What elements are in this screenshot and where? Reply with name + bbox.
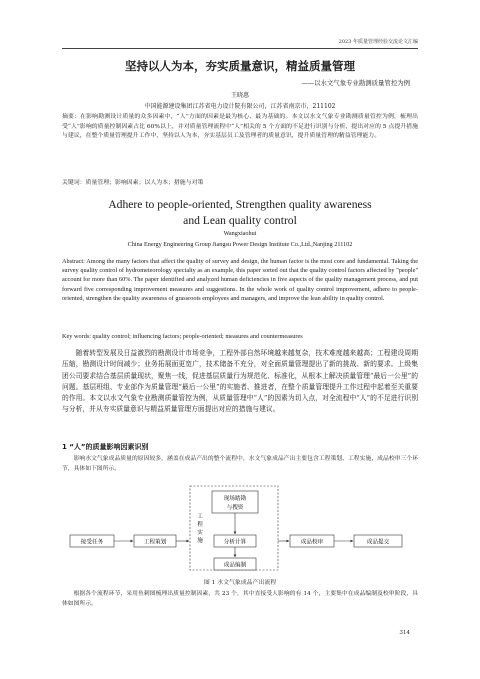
flow-diagram [62, 478, 418, 576]
engineering-planning-label: 工程策划 [143, 539, 167, 546]
header-rule [62, 48, 418, 49]
engineering-implementation-char-3: 实 [197, 530, 203, 536]
english-title-line-2: and Lean quality control [183, 214, 297, 227]
section-1-paragraph-1: 影响水文气象成品质量的原因较多，涵盖在成品产出的整个流程中，水文气象成品产出主要包含工程策划、工程实施、成品校审三个环节，具体如下图所示。 [62, 456, 418, 472]
intro-paragraph: 随着转型发展及日益激烈的勘测设计市场竞争，工程外部自然环境越来越复杂，技术难度越来越高；工程建设周期压缩，勘测设计时间减少；业务拓展面更宽广，技术储备不充分，对全面质量管理提出了新的挑战、新的要求。上级集团公司要求结合基层质量现状，聚焦一线，促进基层质量行为规范化、标准化，从根本上解决质量管理“最后一公里”的问题。基层班组、专业部作为质量管理“最后一公里”的实施者、推进者，在整个质量管理提升工作过程中起着至关重要的作用。本文以水文气象专业勘测质量管控为例，从质量管理中“人”的因素为切入点，对全流程中“人”的不足进行识别与分析，并从夯实质量意识与精益质量管理方面提出对应的措施与建议。 [62, 349, 418, 414]
page-number: 314 [399, 630, 410, 636]
site-survey-label-line-1: 现场踏勘 [223, 496, 247, 502]
section-1-heading: 1 “人”的质量影响因素识别 [62, 443, 149, 451]
chinese-author: 王晓惠 [230, 92, 249, 99]
chinese-title: 坚持以人为本，夯实质量意识，精益质量管理 [125, 59, 355, 73]
english-keywords: Key words: quality control; influencing factors; people-oriented; measures and countermeasures [62, 333, 303, 340]
english-abstract: Abstract: Among the many factors that affect the quality of survey and design, the human factor is the most core and fundamental. Taking the survey quality control of hydrometeorology specialty as an example, this paper sorted out that the quality control factors affected by "people" account for more than 60%. The paper identified and analyzed human deficiencies in five aspects of the quality management process, and put forward five corresponding improvement measures and suggestions. In the whole work of quality control improvement, adhere to people-oriented, strengthen the quality awareness of grassroots employees and managers, and improve the lean ability in quality control. [62, 258, 418, 302]
engineering-implementation-char-2: 程 [197, 522, 203, 528]
site-survey-label-line-2: 与搜资 [226, 505, 244, 511]
product-review-label: 成品校审 [300, 539, 324, 546]
product-compilation-label: 成品编制 [223, 562, 247, 569]
chinese-keywords: 关键词：质量管理；影响因素；以人为本；措施与对策 [62, 180, 204, 186]
chinese-abstract: 摘要：在影响勘测设计质量的众多因素中，“人”方面的因素是最为核心、最为基础的。本文以水文气象专业勘测质量管控为例，梳理出受“人”影响的质量控制因素占比 60%以上，并对质量管理流程中“人”相关的 5 个方面的不足进行识别与分析，提出对应的 5 点提升措施与建议，在整个质量管理提升工作中，坚持以人为本，夯实基层员工及管理者的质量意识，提升质量管理的精益管理能力。 [62, 114, 418, 140]
running-head: 2023 年质量管理经验交流论文汇编 [338, 39, 418, 45]
english-affiliation: China Energy Engineering Group Jiangsu Power Design Institute Co.,Ltd.,Nanjing 211102 [127, 241, 353, 248]
chinese-affiliation: 中国能源建设集团江苏省电力设计院有限公司，江苏省南京市，211102 [144, 103, 336, 110]
engineering-implementation-char-1: 工 [197, 514, 203, 520]
figure-1-caption: 图 1 水文气象成品产出流程 [203, 580, 277, 586]
engineering-implementation-char-4: 施 [197, 538, 203, 544]
english-title-line-1: Adhere to people-oriented, Strengthen quality awareness [108, 198, 372, 211]
chinese-subtitle: ——以水文气象专业勘测质量管控为例 [301, 79, 410, 87]
analysis-calculation-label: 分析计算 [223, 539, 247, 546]
product-submission-label: 成品提交 [366, 539, 390, 546]
english-author: Wangxiaohui [223, 230, 257, 237]
receive-task-label: 接受任务 [80, 539, 104, 546]
section-1-paragraph-2: 根据各个流程环节，采用鱼刺图梳理出质量控制因素，共 23 个，其中直接受人影响的有 14 个，主要集中在成品编制及校审阶段，具体如图所示。 [62, 591, 418, 607]
